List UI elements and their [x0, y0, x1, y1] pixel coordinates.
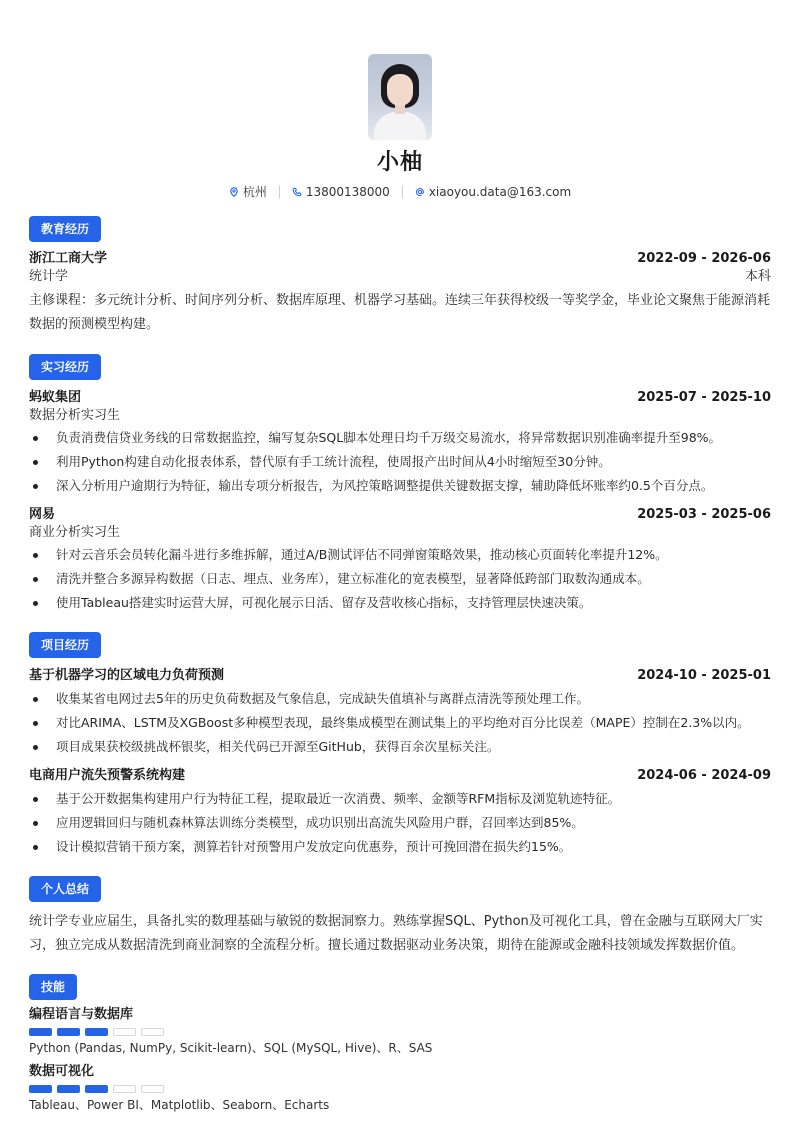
- degree: 本科: [744, 269, 771, 284]
- role: 商业分析实习生: [29, 525, 121, 540]
- internship-date: 2025-03 - 2025-06: [637, 507, 771, 522]
- bullet-item: 清洗并整合多源异构数据（日志、埋点、业务库），建立标准化的宽表模型，显著降低跨部门取数沟通成本。: [29, 567, 771, 591]
- skill-name: 编程语言与数据库: [29, 1007, 134, 1022]
- section-heading-projects: 项目经历: [29, 632, 101, 658]
- section-heading-education: 教育经历: [29, 216, 101, 242]
- location-text: 杭州: [242, 185, 267, 199]
- section-heading-summary: 个人总结: [29, 876, 101, 902]
- project-date: 2024-06 - 2024-09: [637, 768, 771, 783]
- photo-body: [374, 112, 426, 140]
- skill-bar-empty: [113, 1028, 136, 1036]
- section-skills: [29, 974, 771, 1114]
- bullet-item: 应用逻辑回归与随机森林算法训练分类模型，成功识别出高流失风险用户群，召回率达到85%。: [29, 811, 771, 835]
- photo-face: [387, 74, 413, 106]
- bullet-item: 对比ARIMA、LSTM及XGBoost多种模型表现，最终集成模型在测试集上的平均绝对百分比误差（MAPE）控制在2.3%以内。: [29, 711, 771, 735]
- resume-header: [29, 0, 771, 200]
- education-description: 主修课程：多元统计分析、时间序列分析、数据库原理、机器学习基础。连续三年获得校级一等奖学金，毕业论文聚焦于能源消耗数据的预测模型构建。: [29, 293, 771, 332]
- school-name: 浙江工商大学: [29, 251, 108, 266]
- bullet-item: 项目成果获校级挑战杯银奖，相关代码已开源至GitHub，获得百余次星标关注。: [29, 735, 771, 759]
- skill-list: Python (Pandas, NumPy, Scikit-learn)、SQL (MySQL, Hive)、R、SAS: [29, 1041, 433, 1055]
- skill-bar-empty: [113, 1085, 136, 1093]
- section-heading-internship: 实习经历: [29, 354, 101, 380]
- project-entry: [29, 667, 771, 759]
- contact-divider: [402, 185, 403, 199]
- skill-item: [29, 1063, 771, 1114]
- bullet-list: [29, 787, 771, 859]
- section-projects: [29, 632, 771, 859]
- summary-text: 统计学专业应届生，具备扎实的数理基础与敏锐的数据洞察力。熟练掌握SQL、Python及可视化工具，曾在金融与互联网大厂实习，独立完成从数据清洗到商业洞察的全流程分析。擅长通过数据驱动业务决策，期待在能源或金融科技领域发挥数据价值。: [29, 914, 763, 953]
- skill-bar-filled: [29, 1028, 52, 1036]
- role: 数据分析实习生: [29, 408, 121, 423]
- skill-bar-filled: [57, 1085, 80, 1093]
- skill-list: Tableau、Power BI、Matplotlib、Seaborn、Echarts: [29, 1098, 330, 1112]
- skill-bar-filled: [85, 1028, 108, 1036]
- skill-item: [29, 1006, 771, 1057]
- major: 统计学: [29, 269, 69, 284]
- project-name: 电商用户流失预警系统构建: [29, 768, 186, 783]
- at-icon: [415, 187, 425, 197]
- project-date: 2024-10 - 2025-01: [637, 668, 771, 683]
- email-text: xiaoyou.data@163.com: [428, 185, 572, 199]
- bullet-item: 设计模拟营销干预方案，测算若针对预警用户发放定向优惠券，预计可挽回潜在损失约15%。: [29, 835, 771, 859]
- internship-date: 2025-07 - 2025-10: [637, 390, 771, 405]
- section-internship: [29, 354, 771, 615]
- skill-bar-filled: [29, 1085, 52, 1093]
- contact-line: [29, 184, 771, 200]
- section-summary: [29, 876, 771, 958]
- candidate-name: 小柚: [376, 150, 423, 175]
- project-entry: [29, 767, 771, 859]
- bullet-list: [29, 687, 771, 759]
- company-name: 蚂蚁集团: [29, 390, 82, 405]
- bullet-item: 深入分析用户逾期行为特征，输出专项分析报告，为风控策略调整提供关键数据支撑，辅助降低坏账率约0.5个百分点。: [29, 474, 771, 498]
- skill-name: 数据可视化: [29, 1064, 95, 1079]
- project-name: 基于机器学习的区域电力负荷预测: [29, 668, 225, 683]
- contact-divider: [279, 185, 280, 199]
- location-icon: [229, 187, 239, 197]
- internship-entry: [29, 506, 771, 615]
- contact-location: [229, 184, 267, 200]
- bullet-item: 负责消费信贷业务线的日常数据监控，编写复杂SQL脚本处理日均千万级交易流水，将异常数据识别准确率提升至98%。: [29, 426, 771, 450]
- bullet-list: [29, 426, 771, 498]
- bullet-item: 基于公开数据集构建用户行为特征工程，提取最近一次消费、频率、金额等RFM指标及浏览轨迹特征。: [29, 787, 771, 811]
- bullet-item: 收集某省电网过去5年的历史负荷数据及气象信息，完成缺失值填补与离群点清洗等预处理工作。: [29, 687, 771, 711]
- education-date: 2022-09 - 2026-06: [637, 251, 771, 266]
- skill-bar-empty: [141, 1028, 164, 1036]
- bullet-item: 使用Tableau搭建实时运营大屏，可视化展示日活、留存及营收核心指标，支持管理层快速决策。: [29, 591, 771, 615]
- internship-entry: [29, 389, 771, 498]
- phone-text: 13800138000: [305, 185, 390, 199]
- skill-level-bars: [29, 1028, 771, 1036]
- bullet-item: 利用Python构建自动化报表体系，替代原有手工统计流程，使周报产出时间从4小时缩短至30分钟。: [29, 450, 771, 474]
- section-education: [29, 216, 771, 337]
- contact-phone[interactable]: [292, 184, 390, 200]
- skill-bar-empty: [141, 1085, 164, 1093]
- company-name: 网易: [29, 507, 56, 522]
- section-heading-skills: 技能: [29, 974, 77, 1000]
- bullet-item: 针对云音乐会员转化漏斗进行多维拆解，通过A/B测试评估不同弹窗策略效果，推动核心页面转化率提升12%。: [29, 543, 771, 567]
- contact-email[interactable]: [415, 184, 571, 200]
- skill-bar-filled: [85, 1085, 108, 1093]
- skill-level-bars: [29, 1085, 771, 1093]
- phone-icon: [292, 187, 302, 197]
- profile-photo: [368, 54, 432, 140]
- bullet-list: [29, 543, 771, 615]
- skill-bar-filled: [57, 1028, 80, 1036]
